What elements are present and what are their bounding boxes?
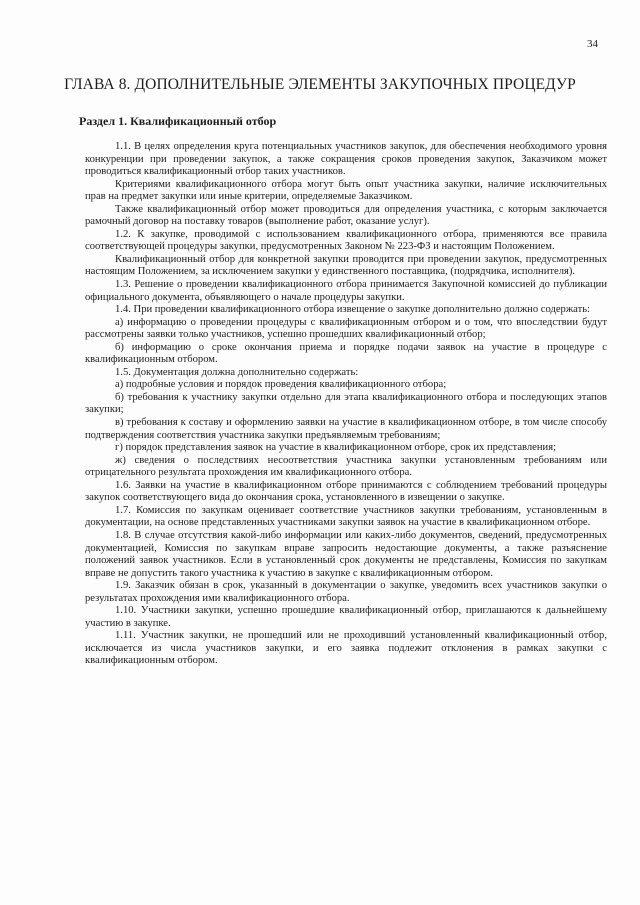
document-body: [85, 141, 607, 668]
paragraph-1-5-b: б) требования к участнику закупки отдельно для этапа квалификационного отбора и последующих этапов закупки;: [85, 391, 607, 416]
paragraph-1-5-v: в) требования к составу и оформлению заявки на участие в квалификационном отборе, в том числе способу подтверждения соответствия участника закупки предъявляемым требованиям;: [85, 417, 607, 441]
paragraph-1-1: 1.1. В целях определения круга потенциальных участников закупок, для обеспечения необходимого уровня конкуренции при проведении закупок, а также сокращения сроков проведения закупок, Заказчиком может проводиться квалификационный отбор таких участников.: [85, 141, 607, 178]
paragraph-1-3: 1.3. Решение о проведении квалификационного отбора принимается Закупочной комиссией до публикации официального документа, объявляющего о начале процедуры закупки.: [85, 279, 607, 303]
section-title: Раздел 1. Квалификационный отбор: [79, 114, 277, 128]
paragraph-framework-agreement: Также квалификационный отбор может проводиться для определения участника, с которым заключается рамочный договор на поставку товаров (выполнение работ, оказание услуг).: [85, 203, 607, 228]
paragraph-1-6: 1.6. Заявки на участие в квалификационном отборе принимаются с соблюдением требований процедуры закупок соответствующего вида до окончания срока, установленного в извещении о закупке.: [85, 479, 607, 504]
paragraph-1-7: 1.7. Комиссия по закупкам оценивает соответствие участников закупки требованиям, установленным в документации, на основе представленных участниками закупки заявок на участие в квалификационном отборе.: [85, 504, 607, 529]
paragraph-1-5-zh: ж) сведения о последствиях несоответствия участника закупки установленным требованиям или отрицательного результата прохождения им квалификационного отбора.: [85, 454, 607, 479]
paragraph-1-4-b: б) информацию о сроке окончания приема и порядке подачи заявок на участие в процедуре с квалификационным отбором.: [85, 341, 607, 366]
paragraph-1-9: 1.9. Заказчик обязан в срок, указанный в документации о закупке, уведомить всех участников закупки о результатах прохождения ими квалификационного отбора.: [85, 580, 607, 604]
paragraph-1-10: 1.10. Участники закупки, успешно прошедшие квалификационный отбор, приглашаются к дальнейшему участию в закупке.: [85, 605, 607, 629]
paragraph-exception: Квалификационный отбор для конкретной закупки проводится при проведении закупок, предусмотренных настоящим Положением, за исключением закупки у единственного поставщика, (подрядчика, исполнителя).: [85, 253, 607, 278]
page-number: 34: [587, 38, 598, 50]
paragraph-1-8: 1.8. В случае отсутствия какой-либо информации или каких-либо документов, сведений, предусмотренных документацией, Комиссия по закупкам вправе запросить недостающие документы, а также разъяснение положений заявок участников. Если в установленный срок документы не представлены, Комиссия по закупкам вправе не допустить такого участника к участию в закупке с квалификационным отбором.: [85, 529, 607, 579]
paragraph-1-11: 1.11. Участник закупки, не прошедший или не проходивший установленный квалификационный отбор, исключается из числа участников закупки, и его заявка подлежит отклонения в рамках закупки с квалификационным отбором.: [85, 630, 607, 667]
paragraph-1-4-a: а) информацию о проведении процедуры с квалификационным отбором и о том, что впоследствии будут рассмотрены заявки только участников, успешно прошедших квалификационный отбор;: [85, 316, 607, 341]
paragraph-criteria: Критериями квалификационного отбора могут быть опыт участника закупки, наличие исключительных прав на предмет закупки или иные критерии, определяемые Заказчиком.: [85, 178, 607, 203]
chapter-title: ГЛАВА 8. ДОПОЛНИТЕЛЬНЫЕ ЭЛЕМЕНТЫ ЗАКУПОЧНЫХ ПРОЦЕДУР: [64, 76, 576, 93]
paragraph-1-5: 1.5. Документация должна дополнительно содержать:: [115, 366, 359, 378]
paragraph-1-5-a: а) подробные условия и порядок проведения квалификационного отбора;: [115, 379, 447, 391]
paragraph-1-2: 1.2. К закупке, проводимой с использованием квалификационного отбора, применяются все правила соответствующей процедуры закупки, предусмотренных Законом № 223-ФЗ и настоящим Положением.: [85, 228, 607, 253]
paragraph-1-5-g: г) порядок представления заявок на участие в квалификационном отборе, срок их представления;: [115, 442, 557, 454]
paragraph-1-4: 1.4. При проведении квалификационного отбора извещение о закупке дополнительно должно содержать:: [115, 304, 590, 316]
